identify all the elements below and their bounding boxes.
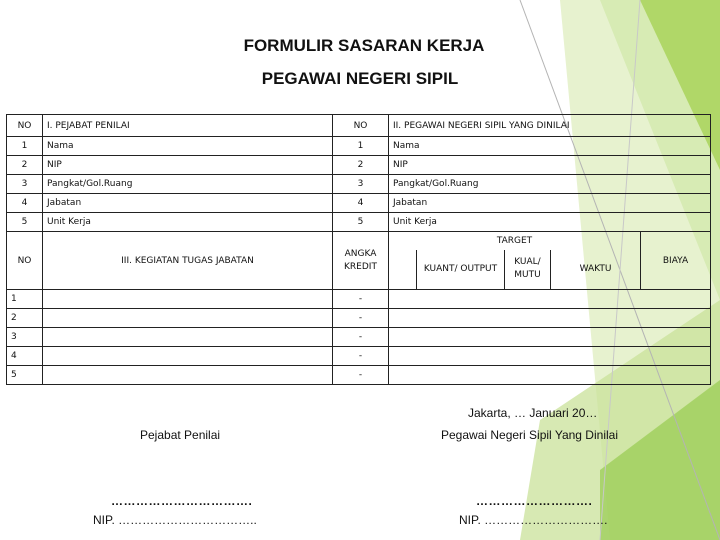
kegiatan-row-text <box>43 309 333 328</box>
right-signature-line: ………………………. <box>476 494 593 508</box>
kual-mutu-header: KUAL/ MUTU <box>505 250 551 290</box>
pejabat-row-no: 4 <box>7 194 43 213</box>
pejabat-row-label: Nama <box>43 137 333 156</box>
waktu-header: WAKTU <box>551 250 641 290</box>
angka-kredit-value: - <box>333 347 389 366</box>
kegiatan-row-text <box>43 347 333 366</box>
kegiatan-row-no: 5 <box>7 366 43 385</box>
left-signature-line: ……………………………. <box>111 494 253 508</box>
pns-row-no: 2 <box>333 156 389 175</box>
no-header-1: NO <box>7 115 43 137</box>
kuant-output-header: KUANT/ OUTPUT <box>417 250 505 290</box>
form-table <box>6 114 711 385</box>
biaya-header: BIAYA <box>641 232 711 290</box>
kegiatan-row-no: 2 <box>7 309 43 328</box>
kegiatan-header: III. KEGIATAN TUGAS JABATAN <box>43 232 333 290</box>
form-title: FORMULIR SASARAN KERJA <box>243 36 485 55</box>
angka-kredit-value: - <box>333 328 389 347</box>
pns-row-label: Nama <box>389 137 711 156</box>
angka-kredit-value: - <box>333 290 389 309</box>
pns-row-label: Jabatan <box>389 194 711 213</box>
pejabat-row-no: 2 <box>7 156 43 175</box>
pejabat-row-label: Unit Kerja <box>43 213 333 232</box>
form-subtitle: PEGAWAI NEGERI SIPIL <box>261 69 459 88</box>
kegiatan-row-no: 4 <box>7 347 43 366</box>
pns-row-no: 5 <box>333 213 389 232</box>
pns-row-label: Unit Kerja <box>389 213 711 232</box>
right-nip: NIP. …………………………. <box>459 513 608 527</box>
pns-row-no: 3 <box>333 175 389 194</box>
target-header: TARGET <box>389 232 641 250</box>
pejabat-row-no: 1 <box>7 137 43 156</box>
no-header-3: NO <box>7 232 43 290</box>
target-blank <box>389 328 711 347</box>
kegiatan-row-text <box>43 366 333 385</box>
pejabat-row-label: NIP <box>43 156 333 175</box>
target-blank <box>389 366 711 385</box>
place-date: Jakarta, … Januari 20… <box>468 406 598 420</box>
left-nip: NIP. …………………………….. <box>93 513 257 527</box>
kegiatan-row-text <box>43 290 333 309</box>
angka-kredit-header: ANGKA KREDIT <box>333 232 389 290</box>
kegiatan-row-text <box>43 328 333 347</box>
pns-row-label: Pangkat/Gol.Ruang <box>389 175 711 194</box>
pns-row-label: NIP <box>389 156 711 175</box>
angka-kredit-value: - <box>333 309 389 328</box>
pejabat-row-no: 5 <box>7 213 43 232</box>
pejabat-row-no: 3 <box>7 175 43 194</box>
pejabat-row-label: Jabatan <box>43 194 333 213</box>
target-blank <box>389 290 711 309</box>
pns-row-no: 1 <box>333 137 389 156</box>
right-signer-role: Pegawai Negeri Sipil Yang Dinilai <box>441 428 618 442</box>
kegiatan-row-no: 3 <box>7 328 43 347</box>
no-header-2: NO <box>333 115 389 137</box>
target-blank <box>389 309 711 328</box>
angka-kredit-value: - <box>333 366 389 385</box>
pns-dinilai-header: II. PEGAWAI NEGERI SIPIL YANG DINILAI <box>389 115 711 137</box>
pejabat-penilai-header: I. PEJABAT PENILAI <box>43 115 333 137</box>
kegiatan-row-no: 1 <box>7 290 43 309</box>
target-blank <box>389 347 711 366</box>
left-signer-role: Pejabat Penilai <box>140 428 221 442</box>
pejabat-row-label: Pangkat/Gol.Ruang <box>43 175 333 194</box>
pns-row-no: 4 <box>333 194 389 213</box>
